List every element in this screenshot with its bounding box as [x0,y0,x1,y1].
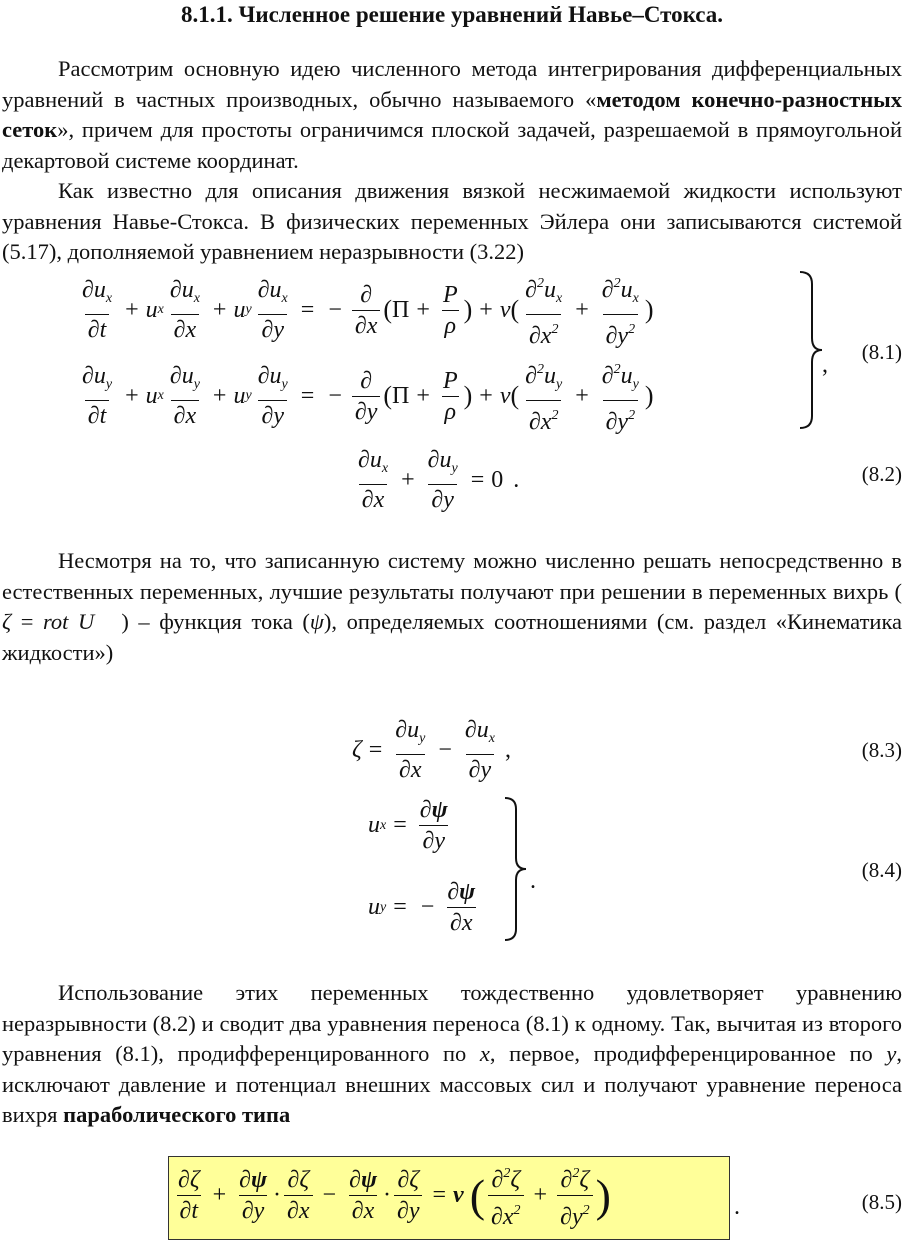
equation-8-4-row-2: u y = − $\frac{\partial\psi}{\partial x}$ [368,879,476,936]
equation-8-4-row-1: u x = $\frac{\partial\psi}{\partial y}$ [368,797,448,854]
equation-8-1-row-1: $\frac{\partial u_x}{\partial t}$ + u x $\frac{\partial u_x}{\partial x}$ + u y $\frac{\partial u_x}{\partial y}$ = − $\frac{\partial}{\partial x}$ ( Π + $\frac{P}{\rho}$ ) + ν ( $\frac{\partial^2u_x}{\partial x^2}$ + $\frac{\partial^2u_x}{\partial y^2}$ ) [82,276,654,349]
paragraph-3: Несмотря на то, что записанную систему можно численно решать непосредственно в естественных переменных, лучшие результаты получают при решении в переменных вихрь ( ζ = rot U⃗ ) – функция тока (ψ), определяемых соотношениями (см. раздел «Кинематика жидкости») [2,548,903,665]
vorticity-expression: ζ = rot U⃗ [2,609,122,634]
equation-number-8-4: (8.4) [861,858,902,882]
bold-term-parabolic: параболического типа [63,1102,291,1127]
comma-8-1: , [822,352,828,378]
section-title: 8.1.1. Численное решение уравнений Навье–Стокса. [180,2,724,27]
equation-8-1-row-2: $\frac{\partial u_y}{\partial t}$ + u x $\frac{\partial u_y}{\partial x}$ + u y $\frac{\partial u_y}{\partial y}$ = − $\frac{\partial}{\partial y}$ ( Π + $\frac{P}{\rho}$ ) + ν ( $\frac{\partial^2u_y}{\partial x^2}$ + $\frac{\partial^2u_y}{\partial y^2}$ ) [82,362,654,435]
bold-term-method: методом конечно-разностных сеток [2,86,902,142]
paragraph-4: Использование этих переменных тождественно удовлетворяет уравнению неразрывности (8.2) и сводит два уравнения переноса (8.1) к одному. Так, вычитая из второго уравнения (8.1), продифференцированного по x, первое, продифференцированное по y, исключают давление и потенциал внешних массовых сил и получают уравнение переноса вихря параболического типа [2,980,902,1127]
psi-symbol: ψ [309,609,324,634]
right-brace-8-4 [502,796,528,942]
equation-8-3: ζ = $\frac{\partial u_y}{\partial x}$ − $\frac{\partial u_x}{\partial y}$ , [352,717,511,783]
right-brace-8-1 [796,270,826,430]
equation-number-8-1: (8.1) [861,340,902,364]
equation-number-8-5: (8.5) [861,1190,902,1214]
equation-number-8-3: (8.3) [861,738,902,762]
equation-number-8-2: (8.2) [861,462,902,486]
equation-8-2: $\frac{\partial u_x}{\partial x}$ + $\frac{\partial u_y}{\partial y}$ = 0 . [358,447,520,513]
dot-8-5: . [734,1194,740,1220]
paragraph-1: Рассмотрим основную идею численного метода интегрирования дифференциальных уравнений в частных производных, обычно называемого «методом конечно-разностных сеток», причем для простоты ограничимся плоской задачей, разрешаемой в прямоугольной декартовой системе координат. [2,56,902,173]
equation-8-5: $\frac{\partial\zeta}{\partial t}$ + $\frac{\partial\psi}{\partial y}$ · $\frac{\partial\zeta}{\partial x}$ − $\frac{\partial\psi}{\partial x}$ · $\frac{\partial\zeta}{\partial y}$ = ν ( $\frac{\partial^2\zeta}{\partial x^2}$ + $\frac{\partial^2\zeta}{\partial y^2}$ ) [178,1166,611,1230]
paragraph-2: Как известно для описания движения вязкой несжимаемой жидкости используют уравнения Навье-Стокса. В физических переменных Эйлера они записываются системой (5.17), дополняемой уравнением неразрывности (3.22) [2,178,902,264]
dot-8-4: . [530,868,536,894]
